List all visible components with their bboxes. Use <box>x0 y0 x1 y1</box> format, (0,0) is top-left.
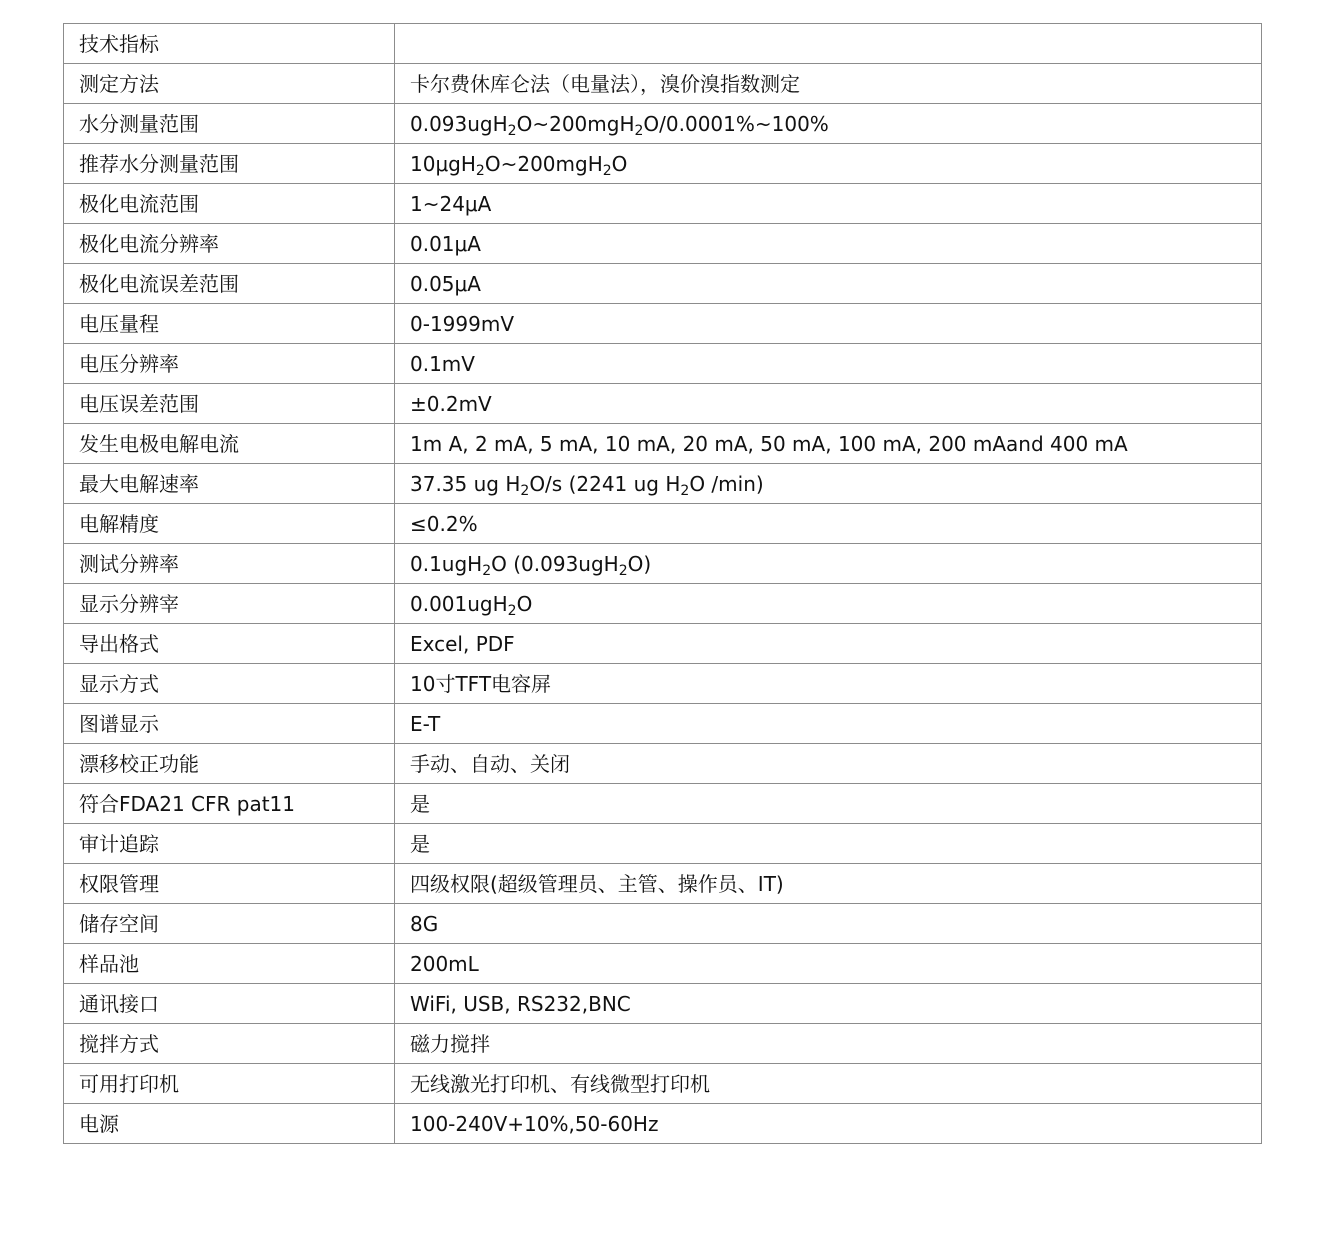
value-text: 磁力搅拌 <box>410 1031 490 1056</box>
spec-value-cell <box>395 504 1262 544</box>
spec-name-cell: 储存空间 <box>64 904 395 944</box>
table-row <box>64 144 1262 184</box>
spec-name-cell: 电源 <box>64 1104 395 1144</box>
value-text: 0-1999mV <box>410 311 515 336</box>
value-text: 0.001ugH <box>410 591 508 616</box>
spec-value-cell <box>395 1104 1262 1144</box>
spec-name-cell: 显示分辨宰 <box>64 584 395 624</box>
spec-value-cell <box>395 184 1262 224</box>
spec-value-cell <box>395 824 1262 864</box>
value-text: 8G <box>410 911 439 936</box>
value-text: O~200mgH <box>484 151 603 176</box>
spec-value-cell <box>395 1064 1262 1104</box>
value-text: O /min) <box>689 471 764 496</box>
spec-name-cell: 极化电流分辨率 <box>64 224 395 264</box>
spec-name-cell: 电压分辨率 <box>64 344 395 384</box>
subscript: 2 <box>507 602 517 619</box>
value-text: O~200mgH <box>516 111 635 136</box>
value-text: Excel, PDF <box>410 631 515 656</box>
table-row <box>64 664 1262 704</box>
spec-value-cell <box>395 864 1262 904</box>
value-text: 是 <box>410 831 430 856</box>
spec-value-cell <box>395 64 1262 104</box>
subscript: 2 <box>634 122 644 139</box>
table-row <box>64 424 1262 464</box>
spec-name-cell: 水分测量范围 <box>64 104 395 144</box>
value-text: 0.1ugH <box>410 551 483 576</box>
spec-name-cell: 通讯接口 <box>64 984 395 1024</box>
spec-value-cell <box>395 744 1262 784</box>
spec-name-cell: 样品池 <box>64 944 395 984</box>
table-row <box>64 504 1262 544</box>
spec-value-cell <box>395 664 1262 704</box>
spec-value-cell <box>395 144 1262 184</box>
table-row <box>64 584 1262 624</box>
spec-name-cell: 电压误差范围 <box>64 384 395 424</box>
table-row <box>64 944 1262 984</box>
table-row <box>64 904 1262 944</box>
spec-name-cell: 极化电流误差范围 <box>64 264 395 304</box>
spec-name-cell: 搅拌方式 <box>64 1024 395 1064</box>
value-text: 0.01μA <box>410 231 481 256</box>
table-row <box>64 824 1262 864</box>
table-row <box>64 384 1262 424</box>
spec-value-cell <box>395 584 1262 624</box>
value-text: 10寸TFT电容屏 <box>410 671 552 696</box>
table-row <box>64 464 1262 504</box>
spec-name-cell: 漂移校正功能 <box>64 744 395 784</box>
table-row <box>64 704 1262 744</box>
spec-name-cell: 符合FDA21 CFR pat11 <box>64 784 395 824</box>
spec-value-cell <box>395 944 1262 984</box>
value-text: 1m A, 2 mA, 5 mA, 10 mA, 20 mA, 50 mA, 100 mA, 200 mAand 400 mA <box>410 431 1128 456</box>
table-row <box>64 624 1262 664</box>
spec-name-cell: 推荐水分测量范围 <box>64 144 395 184</box>
table-row <box>64 784 1262 824</box>
spec-name-cell: 导出格式 <box>64 624 395 664</box>
table-row <box>64 304 1262 344</box>
table-row <box>64 984 1262 1024</box>
spec-name-cell: 测试分辨率 <box>64 544 395 584</box>
value-text: 0.1mV <box>410 351 475 376</box>
value-text: 0.05μA <box>410 271 481 296</box>
value-text: 1~24μA <box>410 191 492 216</box>
spec-name-cell: 审计追踪 <box>64 824 395 864</box>
value-text: 手动、自动、关闭 <box>410 751 570 776</box>
value-text: 10μgH <box>410 151 476 176</box>
spec-value-cell <box>395 784 1262 824</box>
subscript: 2 <box>618 562 628 579</box>
spec-value-cell <box>395 544 1262 584</box>
subscript: 2 <box>475 162 485 179</box>
spec-name-cell: 测定方法 <box>64 64 395 104</box>
table-row <box>64 864 1262 904</box>
value-text: 无线激光打印机、有线微型打印机 <box>410 1071 710 1096</box>
table-row <box>64 1064 1262 1104</box>
value-text: O) <box>627 551 652 576</box>
header-name-cell: 技术指标 <box>64 24 395 64</box>
value-text: ±0.2mV <box>410 391 492 416</box>
spec-table <box>63 23 1262 1144</box>
table-row <box>64 264 1262 304</box>
value-text: E-T <box>410 711 441 736</box>
header-value-cell <box>395 24 1262 64</box>
value-text: 四级权限(超级管理员、主管、操作员、IT) <box>410 871 784 896</box>
value-text: 200mL <box>410 951 479 976</box>
value-text: O (0.093ugH <box>491 551 619 576</box>
value-text: 37.35 ug H <box>410 471 521 496</box>
table-row <box>64 344 1262 384</box>
table-row <box>64 104 1262 144</box>
spec-name-cell: 发生电极电解电流 <box>64 424 395 464</box>
spec-value-cell <box>395 304 1262 344</box>
spec-name-cell: 最大电解速率 <box>64 464 395 504</box>
table-header-row <box>64 24 1262 64</box>
value-text: O/s (2241 ug H <box>529 471 681 496</box>
subscript: 2 <box>482 562 492 579</box>
table-row <box>64 184 1262 224</box>
subscript: 2 <box>680 482 690 499</box>
table-row <box>64 224 1262 264</box>
table-row <box>64 1104 1262 1144</box>
spec-name-cell: 电压量程 <box>64 304 395 344</box>
subscript: 2 <box>507 122 517 139</box>
value-text: 100-240V+10%,50-60Hz <box>410 1111 659 1136</box>
spec-name-cell: 权限管理 <box>64 864 395 904</box>
spec-value-cell <box>395 464 1262 504</box>
spec-value-cell <box>395 384 1262 424</box>
spec-value-cell <box>395 704 1262 744</box>
spec-value-cell <box>395 624 1262 664</box>
subscript: 2 <box>602 162 612 179</box>
spec-value-cell <box>395 904 1262 944</box>
spec-value-cell <box>395 424 1262 464</box>
spec-name-cell: 图谱显示 <box>64 704 395 744</box>
spec-value-cell <box>395 264 1262 304</box>
table-row <box>64 744 1262 784</box>
subscript: 2 <box>520 482 530 499</box>
spec-name-cell: 电解精度 <box>64 504 395 544</box>
value-text: O/0.0001%~100% <box>643 111 829 136</box>
spec-value-cell <box>395 344 1262 384</box>
value-text: O <box>516 591 533 616</box>
value-text: ≤0.2% <box>410 511 478 536</box>
value-text: 0.093ugH <box>410 111 508 136</box>
value-text: 是 <box>410 791 430 816</box>
spec-value-cell <box>395 224 1262 264</box>
table-row <box>64 544 1262 584</box>
spec-value-cell <box>395 984 1262 1024</box>
value-text: O <box>611 151 628 176</box>
spec-name-cell: 极化电流范围 <box>64 184 395 224</box>
value-text: WiFi, USB, RS232,BNC <box>410 991 631 1016</box>
spec-value-cell <box>395 1024 1262 1064</box>
spec-name-cell: 可用打印机 <box>64 1064 395 1104</box>
value-text: 卡尔费休库仑法（电量法），溴价溴指数测定 <box>410 71 800 96</box>
table-row <box>64 1024 1262 1064</box>
table-row <box>64 64 1262 104</box>
spec-value-cell <box>395 104 1262 144</box>
spec-name-cell: 显示方式 <box>64 664 395 704</box>
spec-table-body <box>64 24 1262 1144</box>
